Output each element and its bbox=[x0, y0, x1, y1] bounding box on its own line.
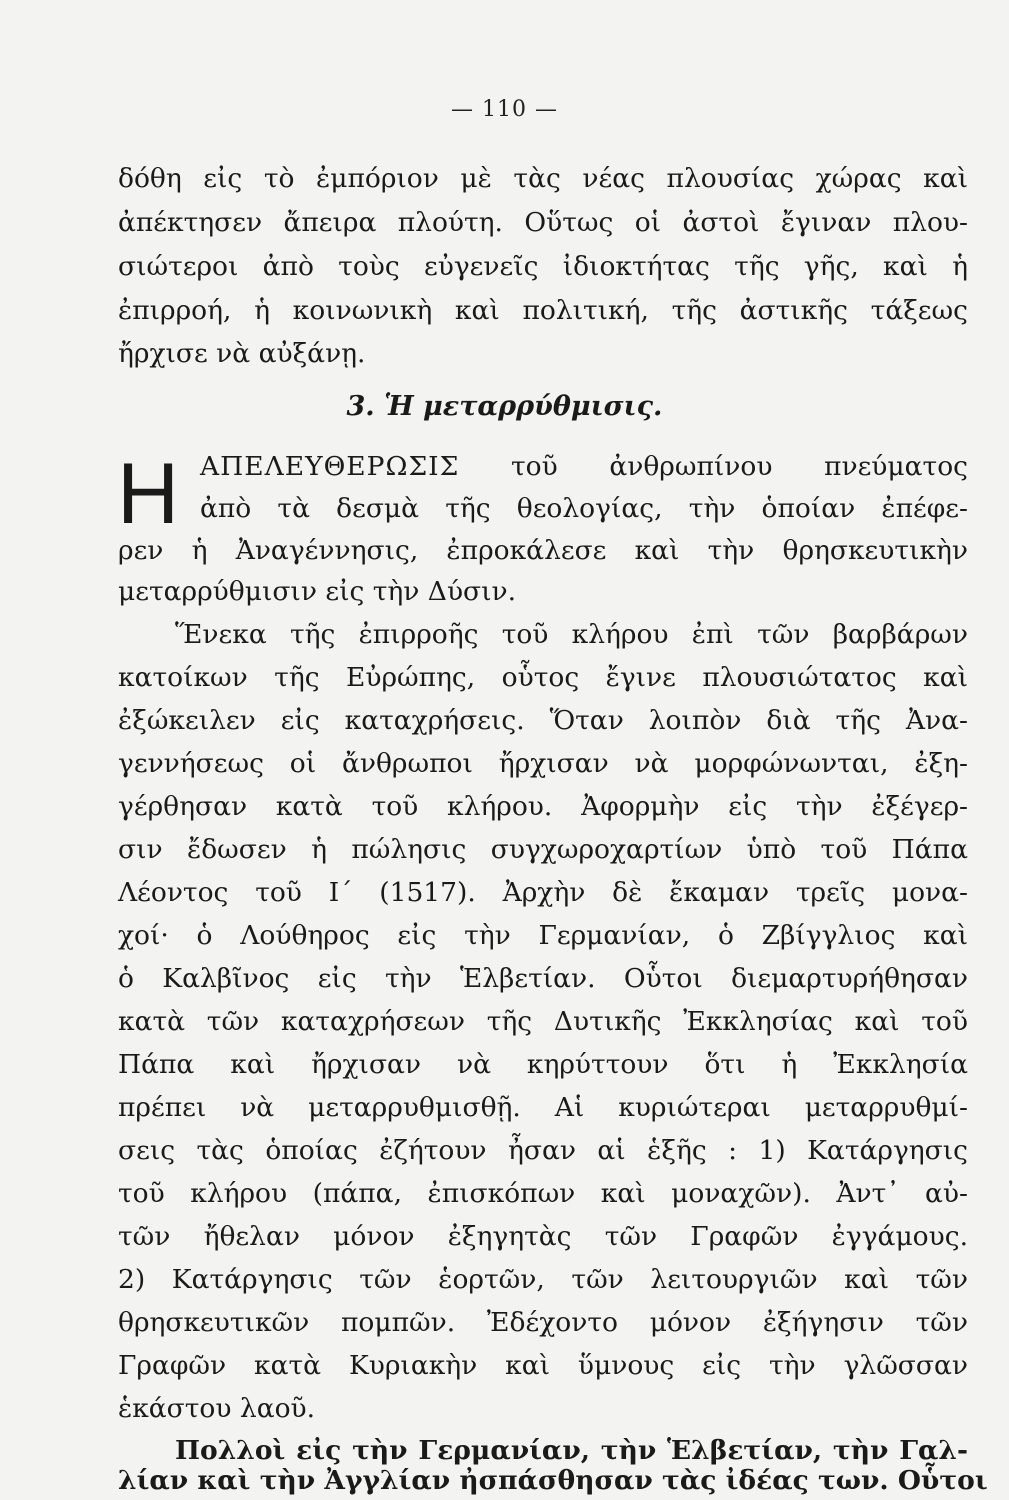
text-line: Γραφῶν κατὰ Κυριακὴν καὶ ὕμνους εἰς τὴν γλῶσσαν bbox=[118, 1350, 968, 1381]
text-line: δόθη εἰς τὸ ἐμπόριον μὲ τὰς νέας πλουσίας χώρας καὶ bbox=[118, 163, 968, 194]
text-line: τῶν ἤθελαν μόνον ἐξηγητὰς τῶν Γραφῶν ἐγγάμους. bbox=[118, 1221, 968, 1252]
text-line: ἀπὸ τὰ δεσμὰ τῆς θεολογίας, τὴν ὁποίαν ἐπέφε- bbox=[200, 493, 968, 524]
text-line: Λέοντος τοῦ Ι΄ (1517). Ἀρχὴν δὲ ἔκαμαν τρεῖς μονα- bbox=[118, 877, 968, 908]
text-line-first bbox=[200, 448, 968, 486]
text-line: 2) Κατάργησις τῶν ἑορτῶν, τῶν λειτουργιῶν καὶ τῶν bbox=[118, 1264, 968, 1295]
text-line: τοῦ κλήρου (πάπα, ἐπισκόπων καὶ μοναχῶν). Ἀντ᾽ αὐ- bbox=[118, 1178, 968, 1209]
section-heading: 3. Ἡ μεταρρύθμισις. bbox=[346, 391, 663, 422]
caps-word: ΑΠΕΛΕΥΘΕΡΩΣΙΣ bbox=[200, 451, 460, 482]
text-line: ἐπιρροή, ἡ κοινωνικὴ καὶ πολιτική, τῆς ἀστικῆς τάξεως bbox=[118, 295, 968, 326]
text-line: γεννήσεως οἱ ἄνθρωποι ἤρχισαν νὰ μορφώνωνται, ἐξη- bbox=[118, 748, 968, 779]
text-line: σεις τὰς ὁποίας ἐζήτουν ἦσαν αἱ ἑξῆς : 1) Κατάργησις bbox=[118, 1135, 968, 1166]
text-line: Πάπα καὶ ἤρχισαν νὰ κηρύττουν ὅτι ἡ Ἐκκλησία bbox=[118, 1049, 968, 1080]
text-line: γέρθησαν κατὰ τοῦ κλήρου. Ἀφορμὴν εἰς τὴν ἐξέγερ- bbox=[118, 791, 968, 822]
text-line: ἤρχισε νὰ αὐξάνῃ. bbox=[118, 338, 366, 369]
text-line: κατὰ τῶν καταχρήσεων τῆς Δυτικῆς Ἐκκλησίας καὶ τοῦ bbox=[118, 1006, 968, 1037]
drop-cap: Η bbox=[117, 446, 180, 542]
text-fragment: τοῦ ἀνθρωπίνου πνεύματος bbox=[511, 451, 968, 482]
text-line: ἑκάστου λαοῦ. bbox=[118, 1393, 316, 1424]
text-line: πρέπει νὰ μεταρρυθμισθῇ. Αἱ κυριώτεραι μεταρρυθμί- bbox=[118, 1092, 968, 1123]
text-line: θρησκευτικῶν πομπῶν. Ἐδέχοντο μόνον ἐξήγησιν τῶν bbox=[118, 1307, 968, 1338]
text-line: σιν ἔδωσεν ἡ πώλησις συγχωροχαρτίων ὑπὸ τοῦ Πάπα bbox=[118, 834, 968, 865]
text-line: χοί· ὁ Λούθηρος εἰς τὴν Γερμανίαν, ὁ Ζβίγγλιος καὶ bbox=[118, 920, 968, 951]
text-line: ἀπέκτησεν ἄπειρα πλούτη. Οὕτως οἱ ἀστοὶ ἔγιναν πλου- bbox=[118, 207, 968, 238]
text-line: σιώτεροι ἀπὸ τοὺς εὐγενεῖς ἰδιοκτήτας τῆς γῆς, καὶ ἡ bbox=[118, 251, 968, 282]
text-line: λίαν καὶ τὴν Ἀγγλίαν ἠσπάσθησαν τὰς ἰδέας των. Οὗτοι bbox=[118, 1465, 988, 1496]
text-line: ἐξώκειλεν εἰς καταχρήσεις. Ὅταν λοιπὸν διὰ τῆς Ἀνα- bbox=[118, 705, 968, 736]
text-line: ρεν ἡ Ἀναγέννησις, ἐπροκάλεσε καὶ τὴν θρησκευτικὴν bbox=[118, 535, 968, 566]
text-line: ὁ Καλβῖνος εἰς τὴν Ἑλβετίαν. Οὗτοι διεμαρτυρήθησαν bbox=[118, 963, 968, 994]
page-number: — 110 — bbox=[451, 97, 558, 122]
text-line: κατοίκων τῆς Εὐρώπης, οὗτος ἔγινε πλουσιώτατος καὶ bbox=[118, 662, 968, 693]
text-line: Ἕνεκα τῆς ἐπιρροῆς τοῦ κλήρου ἐπὶ τῶν βαρβάρων bbox=[175, 619, 968, 650]
text-line: Πολλοὶ εἰς τὴν Γερμανίαν, τὴν Ἑλβετίαν, τὴν Γαλ- bbox=[175, 1435, 968, 1466]
text-line: μεταρρύθμισιν εἰς τὴν Δύσιν. bbox=[118, 576, 517, 607]
